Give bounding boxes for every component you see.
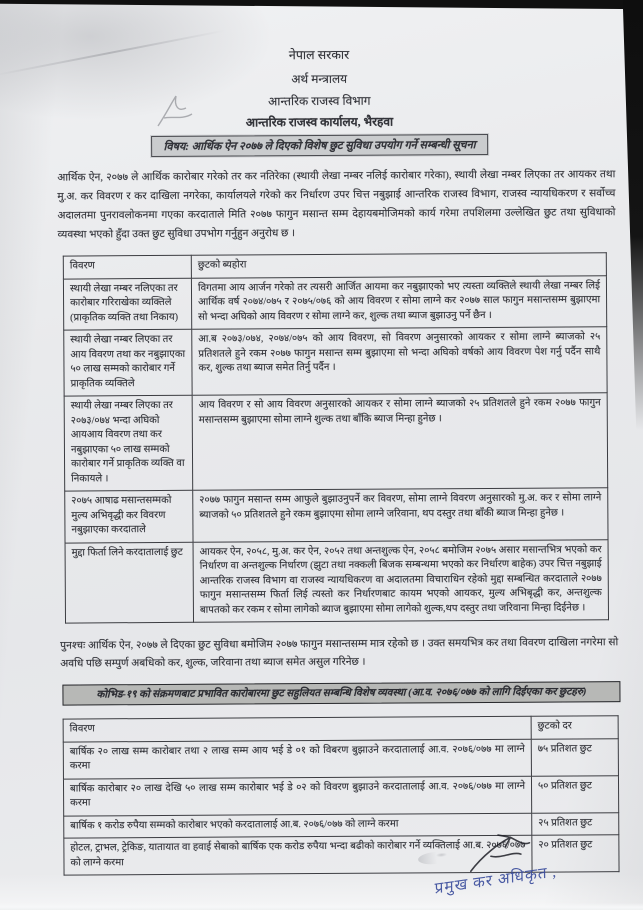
covid-special-provision-banner: कोभिड-१९ को संक्रमणबाट प्रभावित कारोबारमा छुट सहुलियत सम्बन्धि विशेष व्यवस्था (आ.व. २०७६/०७७ को लागि दिईएका कर छुटहरु) xyxy=(62,681,620,705)
column-header-exemption-detail: छुटको ब्यहोरा xyxy=(191,253,606,278)
row-description: स्थायी लेखा नम्बर नलिएका तर कारोबार गरिराखेका व्यक्तिले (प्राकृतिक व्यक्ति तथा निकाय) xyxy=(63,278,191,330)
table-row xyxy=(64,327,607,396)
ministry-name: अर्थ मन्त्रालय xyxy=(291,71,348,87)
column-header-description: विवरण xyxy=(63,716,531,741)
office-name: आन्तरिक राजस्व कार्यालय, भैरहवा xyxy=(245,114,394,130)
row-description: होटल, ट्राभल, ट्रेकिङ, यातायात वा हवाई सेबाको बार्षिक एक करोड रुपैया भन्दा बढीको कारोबार गर्ने व्यक्तिलाई आ.ब. २०७६/०७७ को लाग्ने करमा xyxy=(64,835,532,875)
exemption-details-table xyxy=(63,252,609,623)
row-description: बार्षिक १ करोड रुपैया सम्मको कारोबार भएको करदातालाई आ.ब. २०७६/०७७ को लाग्ने करमा xyxy=(64,813,532,838)
table-header-row xyxy=(63,716,618,742)
postscript-paragraph: पुनश्चः आर्थिक ऐन, २०७७ ले दिएका छुट सुविधा बमोजिम २०७७ फागुन मसान्तसम्म मात्र रहेको छ । उक्त समयभित्र कर तथा विवरण दाखिला नगरेमा सो अवधि पछि सम्पुर्ण अबधिको कर, शुल्क, जरिवाना तथा ब्याज समेत असुल गरिनेछ । xyxy=(60,637,619,670)
subject-line: विषय: आर्थिक ऐन २०७७ ले दिएको विशेष छुट सुविधा उपयोग गर्ने सम्बन्धी सूचना xyxy=(151,134,489,157)
column-header-discount-rate: छुटको दर xyxy=(531,716,618,739)
table-row xyxy=(65,539,608,623)
table-row xyxy=(63,775,618,815)
column-header-description: विवरण xyxy=(63,255,191,278)
row-exemption-detail: विगतमा आय आर्जन गरेको तर त्यसरी आर्जित आयमा कर नबुझाएको भए त्यस्ता व्यक्तिले स्थायी लेखा नम्बर लिई आर्थिक वर्ष २०७४/०७५ र २०७५/०७६ को आय विवरण र सोमा लाग्ने कर २०७७ साल फागुन मसान्तसम्म बुझाएमा सो भन्दा अघिको आय विवरण र सोमा लाग्ने कर, शुल्क तथा ब्याज बुझाउनु पर्ने छैन । xyxy=(191,275,606,329)
row-discount-rate: ७५ प्रतिशत छुट xyxy=(531,738,618,776)
row-description: स्थायी लेखा नम्बर लिएका तर २०७३/०७४ भन्दा अघिको आयआय विवरण तथा कर नबुझाएका ५० लाख सम्मको कारोबार गर्ने प्राकृतिक व्यक्ति वा निकायले । xyxy=(64,395,193,491)
table-row xyxy=(63,738,618,778)
row-description: २०७५ आषाढ मसान्तसम्मको मुल्य अभिवृद्धी कर विवरण नबुझाएका करदाताले xyxy=(65,490,193,542)
table-row xyxy=(63,275,606,330)
table-row xyxy=(65,488,608,543)
intro-paragraph: आर्थिक ऐन, २०७७ ले आर्थिक कारोबार गरेको तर कर नतिरेका (स्थायी लेखा नम्बर नलिई कारोबार गरेका), स्थायी लेखा नम्बर लिएका तर आयकर तथा मु.अ. कर विवरण र कर दाखिला नगरेका, कार्यालयले गरेको कर निर्धारण उपर चित्त नबुझाई आन्तरिक राजस्व विभाग, राजस्व न्यायधिकरण र सर्वोच्च अदालतमा पुनरावलोकनमा गएका करदाताले मिति २०७७ फागुन मसान्त सम्म देहायबमोजिमको कार्य गरेमा तपशिलमा उल्लेखित छुट तथा सुविधाको व्यवस्था भएको हुँदा उक्त छुट सुविधा उपभोग गर्नुहुन अनुरोध छ । xyxy=(57,169,616,241)
letterhead xyxy=(0,0,641,158)
row-description: मुद्दा फिर्ता लिने करदातालाई छुट xyxy=(65,542,193,623)
department-name: आन्तरिक राजस्व विभाग xyxy=(268,93,371,109)
row-discount-rate: ५० प्रतिशत छुट xyxy=(531,775,618,813)
government-name: नेपाल सरकार xyxy=(288,47,350,63)
row-exemption-detail: आयकर ऐन, २०५८, मु.अ. कर ऐन, २०५२ तथा अन्तशुल्क ऐन, २०५८ बमोजिम २०७५ असार मसान्तभित्र भएको कर निर्धारण वा अन्तशुल्क निर्धारण (झुटा तथा नक्कली बिजक सम्बन्धमा भएको कर निर्धारण बाहेक) उपर चित्त नबुझाई आन्तरिक राजस्व विभाग वा राजस्व न्यायधिकरण वा अदालतमा विचाराधिन रहेको मुद्दा सम्बन्धित करदाताले २०७७ फागुन मसान्तसम्म फिर्ता लिई त्यस्तो कर निर्धारणबाट कायम भएको आयकर, मुल्य अभिबृद्धी कर, अन्तशुल्क बापतको कर रकम र सोमा लागेको ब्याज बुझाएमा सोमा लागेको शुल्क,थप दस्तुर तथा जरिवाना मिन्हा दिईनेछ । xyxy=(193,539,608,622)
row-exemption-detail: आ.ब २०७३/०७४, २०७४/०७५ को आय विवरण, सो विवरण अनुसारको आयकर र सोमा लाग्ने ब्याजको २५ प्रतिशतले हुने रकम २०७७ फागुन मसान्त सम्म बुझाएमा सो भन्दा अघिको वर्षको आय विवरण पेश गर्नु पर्दैन साथै कर, शुल्क तथा ब्याज समेत तिर्नु पर्दैन । xyxy=(192,327,607,396)
scan-edge-bottom xyxy=(0,903,643,910)
row-discount-rate: २५ प्रतिशत छुट xyxy=(532,812,619,835)
row-description: बार्षिक २० लाख सम्म कारोबार तथा २ लाख सम्म आय भई डे ०१ को विबरण बुझाउने करदातालाई आ.व. २०७६/०७७ मा लाग्ने करमा xyxy=(63,739,531,779)
table-header-row xyxy=(63,253,606,279)
row-description: स्थायी लेखा नम्बर लिएका तर आय विवरण तथा कर नबुझाएका ५० लाख सम्मको कारोबार गर्ने प्राकृतिक व्यक्तिले xyxy=(64,329,192,396)
row-discount-rate: २० प्रतिशत छुट xyxy=(532,835,619,873)
row-description: बार्षिक कारोबार २० लाख देखि ५० लाख सम्म कारोबार भई डे ०२ को विवरण बुझाउने करदातालाई आ.व. २०७६/०७७ मा लाग्ने करमा xyxy=(63,776,531,816)
signatory-title: प्रमुख कर अधिकृत , xyxy=(434,863,558,898)
row-exemption-detail: आय विवरण र सो आय विवरण अनुसारको आयकर र सोमा लाग्ने ब्याजको २५ प्रतिशतले हुने रकम २०७७ फागुन मसान्तसम्म बुझाएमा सोमा लाग्ने शुल्क तथा बाँकि ब्याज मिन्हा हुनेछ । xyxy=(192,393,608,491)
table-row xyxy=(64,393,608,491)
row-exemption-detail: २०७७ फागुन मसान्त सम्म आफुले बुझाउनुपर्ने कर विवरण, सोमा लाग्ने विवरण अनुसारको मु.अ. कर र सोमा लाग्ने ब्याजको ५० प्रतिशतले हुने रकम बुझाएमा सोमा लाग्ने जरिवाना, थप दस्तुर तथा बाँकी ब्याज मिन्हा हुनेछ । xyxy=(193,488,608,542)
